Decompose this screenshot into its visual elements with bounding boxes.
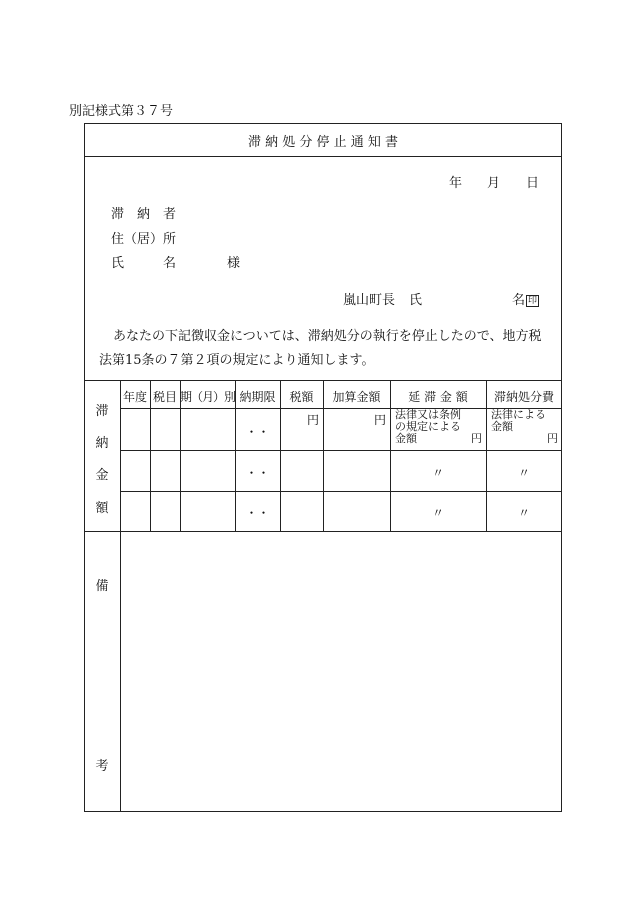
table-row2-line bbox=[120, 491, 562, 492]
name-label: 氏 名 bbox=[111, 256, 177, 271]
row2-proc-fee-ditto: 〃 bbox=[517, 466, 530, 480]
header-fiscal-year: 年度 bbox=[122, 390, 147, 404]
side-char-4: 額 bbox=[95, 501, 109, 516]
header-due-date: 納期限 bbox=[239, 390, 276, 404]
address-label: 住（居）所 bbox=[111, 232, 177, 247]
late-fee-yen: 円 bbox=[471, 432, 482, 445]
proc-fee-line-2: 金額 bbox=[491, 420, 513, 433]
side-column-line bbox=[120, 380, 121, 812]
delinquent-label: 滞 納 者 bbox=[111, 207, 177, 222]
row2-due-dots: ・・ bbox=[245, 466, 270, 480]
side-char-1: 滞 bbox=[95, 404, 109, 419]
late-fee-line-3: 金額 bbox=[395, 432, 417, 445]
title-divider bbox=[84, 156, 562, 157]
seal-mark: 印 bbox=[528, 296, 538, 306]
row3-proc-fee-ditto: 〃 bbox=[517, 506, 530, 520]
row1-tax-yen: 円 bbox=[306, 413, 319, 427]
header-processing-fee: 滞納処分費 bbox=[493, 390, 554, 404]
date-day: 日 bbox=[526, 176, 540, 191]
body-line-1: あなたの下記徴収金については、滞納処分の執行を停止したので、地方税 bbox=[113, 329, 542, 344]
form-number: 別記様式第３７号 bbox=[69, 104, 174, 119]
honorific: 様 bbox=[227, 256, 241, 271]
header-tax-item: 税目 bbox=[152, 390, 177, 404]
row1-surcharge-yen: 円 bbox=[373, 413, 386, 427]
sender-name-prefix: 氏 bbox=[409, 293, 423, 308]
header-tax-amount: 税額 bbox=[289, 390, 314, 404]
late-fee-line-1: 法律又は条例 bbox=[395, 408, 461, 421]
late-fee-line-2: の規定による bbox=[395, 420, 461, 433]
sender-name-suffix: 名 印 bbox=[512, 293, 538, 308]
sender-title: 嵐山町長 bbox=[343, 293, 396, 308]
proc-fee-line-1: 法律による bbox=[491, 408, 546, 421]
proc-fee-yen: 円 bbox=[547, 432, 558, 445]
date-month: 月 bbox=[487, 176, 501, 191]
row2-late-fee-ditto: 〃 bbox=[431, 466, 444, 480]
header-period: 期（月）別 bbox=[180, 390, 236, 404]
side-char-3: 金 bbox=[95, 468, 109, 483]
body-line-2: 法第15条の７第２項の規定により通知します。 bbox=[99, 353, 375, 368]
remarks-char-1: 備 bbox=[95, 579, 109, 594]
row3-late-fee-ditto: 〃 bbox=[431, 506, 444, 520]
remarks-char-2: 考 bbox=[95, 759, 109, 774]
row3-due-dots: ・・ bbox=[245, 506, 270, 520]
header-late-fee: 延 滞 金 額 bbox=[408, 390, 468, 404]
table-row1-line bbox=[120, 450, 562, 451]
table-bottom-line bbox=[84, 531, 562, 532]
document-title: 滞 納 処 分 停 止 通 知 書 bbox=[247, 135, 399, 150]
date-year: 年 bbox=[449, 176, 463, 191]
header-surcharge: 加算金額 bbox=[332, 390, 381, 404]
row1-due-dots: ・・ bbox=[245, 425, 270, 439]
side-char-2: 納 bbox=[95, 436, 109, 451]
